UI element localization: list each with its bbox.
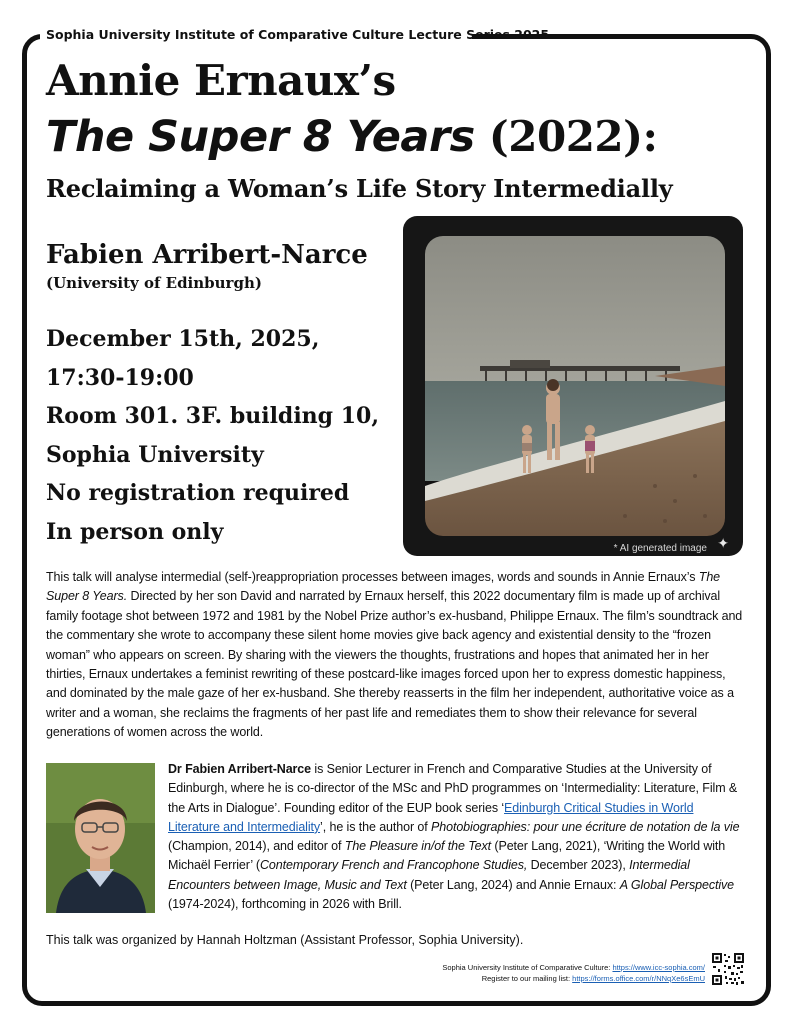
speaker-bio: Dr Fabien Arribert-Narce is Senior Lecturer in French and Comparative Studies at the University of Edinburgh, where he is co-director of the MSc and PhD programmes on ‘Intermediality: Literature, Film & the Arts in Dialogue’. Founding editor of the EUP book series ‘Edinburgh Critical Studies in World Literature and Intermediality’, he is the author of Photobiographies: pour une écriture de notation de la vie (Champion, 2014), and editor of The Pleasure in/of the Text (Peter Lang, 2021), ‘Writing the World with Michaël Ferrier’ (Contemporary French and Francophone Studies, December 2023), Intermedial Encounters between Image, Music and Text (Peter Lang, 2024) and Annie Ernaux: A Global Perspective (1974-2024), forthcoming in 2026 with Brill. (168, 762, 740, 912)
bio-name: Dr Fabien Arribert-Narce (168, 762, 312, 776)
organizer-note: This talk was organized by Hannah Holtzman (Assistant Professor, Sophia University). (46, 933, 524, 947)
title-line-1: Annie Ernaux’s (46, 56, 396, 105)
film-year: (2022): (488, 112, 658, 161)
book-series-link[interactable]: Edinburgh Critical Studies in World Literature and Intermediality (168, 800, 694, 834)
event-time: 17:30-19:00 (46, 364, 194, 391)
speaker-headshot (46, 763, 155, 913)
film-title-inline: The Super 8 Years. (46, 570, 721, 604)
film-still-image (425, 236, 725, 536)
ai-image-caption: * AI generated image (613, 543, 707, 554)
event-details (46, 320, 379, 552)
event-mode: In person only (46, 518, 224, 545)
title-line-2 (46, 112, 658, 162)
talk-abstract: This talk will analyse intermedial (self-)reappropriation processes between images, words and sounds in Annie Ernaux’s The Super 8 Years. Directed by her son David and narrated by Ernaux herself, this 2022 documentary film is made up of archival family footage shot between 1972 and 1981 by the Nobel Prize author’s ex-husband, Philippe Ernaux. The film’s soundtrack and the commentary she wrote to accompany these silent home movies give back agency and existential density to the “frozen woman” who appears on screen. By sharing with the viewers the thoughts, frustrations and hopes that animated her in her thirties, Ernaux undertakes a feminist rewriting of these postcard-like images forced upon her to express domestic happiness, and dominated by the male gaze of her ex-husband. She thereby reasserts in the film her independent, authoritative voice as a writer and a woman, she reclaims the fragments of her past life and remediates them to show their relevance for several generations of women across the world. (46, 570, 743, 740)
mailing-list-link[interactable]: https://forms.office.com/r/NNqXe6sEmU (572, 974, 705, 983)
qr-code-icon[interactable] (711, 952, 745, 986)
speaker-affiliation: (University of Edinburgh) (46, 274, 262, 292)
event-room: Room 301. 3F. building 10, (46, 403, 379, 430)
icc-website-link[interactable]: https://www.icc-sophia.com/ (612, 963, 705, 972)
event-venue: Sophia University (46, 441, 264, 468)
speaker-name: Fabien Arribert-Narce (46, 240, 368, 270)
event-date: December 15th, 2025, (46, 326, 320, 352)
sparkle-icon: ✦ (717, 535, 729, 551)
film-title: The Super 8 Years (46, 112, 475, 162)
event-registration: No registration required (46, 480, 350, 507)
series-label: Sophia University Institute of Comparative Culture Lecture Series 2025 (40, 24, 472, 46)
film-still-frame (403, 216, 743, 556)
footer-links: Sophia University Institute of Comparative Culture: https://www.icc-sophia.com/ Register to our mailing list: https://forms.office.com/r/NNqXe6sEmU (442, 963, 705, 983)
talk-subtitle: Reclaiming a Woman’s Life Story Intermedially (46, 174, 673, 203)
